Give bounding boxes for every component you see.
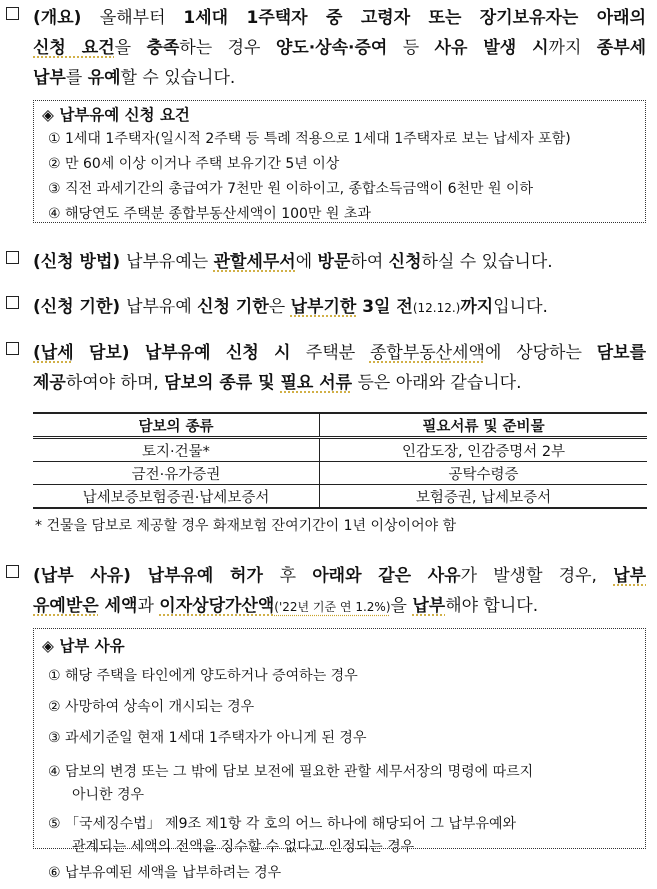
text-segment: 사유 발생 시 xyxy=(434,38,549,58)
paragraph-line xyxy=(33,247,646,277)
text-segment: 신청 요건 xyxy=(33,38,115,58)
table-cell: 보험증권, 납세보증서 xyxy=(415,489,552,506)
text-segment: 입니다. xyxy=(493,297,548,317)
table-footnote: * 건물을 담보로 제공할 경우 화재보험 잔여기간이 1년 이상이어야 함 xyxy=(35,518,457,534)
paragraph-payment-reasons xyxy=(6,561,646,621)
text-segment: 할 수 있습니다. xyxy=(120,68,236,88)
text-segment: 필요 서류 xyxy=(280,373,353,393)
checkbox-bullet-icon xyxy=(6,7,19,20)
text-segment: 을 xyxy=(114,38,147,58)
text-segment: 신청 xyxy=(388,252,422,272)
text-segment: ('22년 기준 연 1.2%) xyxy=(274,600,391,614)
text-segment: 하여야 하며, xyxy=(65,373,165,393)
text-segment: 을 xyxy=(390,596,413,616)
text-segment: (개요) xyxy=(33,8,100,28)
text-segment: 까지 xyxy=(548,38,597,58)
requirements-box xyxy=(33,100,646,223)
paragraph-line xyxy=(33,591,646,621)
text-segment: 납부 xyxy=(613,566,647,586)
text-segment: 아래와 같은 사유 xyxy=(312,566,461,586)
table-row xyxy=(33,462,647,485)
table-cell: 인감도장, 인감증명서 2부 xyxy=(401,443,566,460)
reason-item: ⑥ 납부유예된 세액을 납부하려는 경우 xyxy=(48,865,282,881)
text-segment: 신청 기한 xyxy=(197,297,269,317)
paragraph-line xyxy=(33,561,646,591)
collateral-table xyxy=(33,412,647,509)
paragraph-method xyxy=(6,247,646,277)
reason-item: ③ 과세기준일 현재 1세대 1주택자가 아니게 된 경우 xyxy=(48,730,367,746)
text-segment: 에 xyxy=(295,252,318,272)
text-segment: 담보의 종류 및 xyxy=(164,373,281,393)
paragraph-line xyxy=(33,338,646,368)
text-segment: 세액 xyxy=(98,596,138,616)
text-segment: 담보를 xyxy=(596,343,646,363)
reason-item: 관계되는 세액의 전액을 징수할 수 없다고 인정되는 경우 xyxy=(72,839,415,855)
text-segment: (12.12.) xyxy=(412,301,461,315)
text-segment: 납부유예 xyxy=(126,297,198,317)
paragraph-collateral xyxy=(6,338,646,398)
text-segment: 담보) 납부유예 신청 시 xyxy=(73,343,306,363)
reasons-box xyxy=(33,628,646,881)
text-segment: 이자상당가산액 xyxy=(159,596,275,616)
requirement-item: ② 만 60세 이상 이거나 주택 보유기간 5년 이상 xyxy=(48,156,340,172)
paragraph-deadline xyxy=(6,292,646,322)
paragraph-line xyxy=(33,3,646,33)
text-segment: 양도·상속·증여 xyxy=(275,38,388,58)
text-segment: 하는 경우 xyxy=(179,38,276,58)
text-segment: 해야 합니다. xyxy=(445,596,539,616)
reason-item: 아니한 경우 xyxy=(72,787,145,803)
text-segment: 등 xyxy=(387,38,435,58)
reasons-title: ◈ 납부 사유 xyxy=(42,637,125,655)
text-segment: 납부 xyxy=(412,596,446,616)
table-header: 담보의 종류 xyxy=(33,413,320,438)
text-segment: 를 xyxy=(65,68,88,88)
text-segment: 납부 xyxy=(33,68,66,88)
paragraph-line xyxy=(33,33,646,63)
table-cell: 납세보증보험증권·납세보증서 xyxy=(33,485,320,509)
table-cell: 토지·건물* xyxy=(33,438,320,462)
requirements-title: ◈ 납부유예 신청 요건 xyxy=(42,106,190,124)
paragraph-line xyxy=(33,63,646,93)
text-segment: 종합부동산세액 xyxy=(369,343,485,363)
reason-item: ⑤ 「국세징수법」 제9조 제1항 각 호의 어느 하나에 해당되어 그 납부유예와 xyxy=(48,816,517,832)
text-segment: 가 발생할 경우, xyxy=(460,566,614,586)
text-segment: 방문 xyxy=(317,252,351,272)
reason-item: ④ 담보의 변경 또는 그 밖에 담보 보전에 필요한 관할 세무서장의 명령에 따르지 xyxy=(48,764,534,780)
text-segment: 후 xyxy=(279,566,313,586)
table-row xyxy=(33,438,647,462)
text-segment: (신청 기한) xyxy=(33,297,127,317)
text-segment: 하실 수 있습니다. xyxy=(421,252,553,272)
text-segment: 납부기한 xyxy=(290,297,357,317)
text-segment: 에 상당하는 xyxy=(484,343,597,363)
paragraph-line xyxy=(33,292,646,322)
text-segment: 납부유예는 xyxy=(126,252,214,272)
paragraph-line xyxy=(33,368,646,398)
text-segment: 제공 xyxy=(33,373,66,393)
text-segment: 주택분 xyxy=(305,343,370,363)
reason-item: ① 해당 주택을 타인에게 양도하거나 증여하는 경우 xyxy=(48,668,358,684)
table-row xyxy=(33,485,647,509)
text-segment: 유예받은 xyxy=(33,596,99,616)
text-segment: 까지 xyxy=(460,297,494,317)
text-segment: 과 xyxy=(137,596,160,616)
text-segment: (납부 사유) 납부유예 허가 xyxy=(33,566,280,586)
checkbox-bullet-icon xyxy=(6,342,19,355)
requirement-item: ③ 직전 과세기간의 총급여가 7천만 원 이하이고, 종합소득금액이 6천만 원 이하 xyxy=(48,181,534,197)
text-segment: 유예 xyxy=(87,68,121,88)
checkbox-bullet-icon xyxy=(6,565,19,578)
text-segment: 은 xyxy=(268,297,291,317)
text-segment: (납세 xyxy=(33,343,74,363)
text-segment: 충족 xyxy=(146,38,180,58)
text-segment: 3일 전 xyxy=(356,297,413,317)
table-cell: 공탁수령증 xyxy=(448,466,519,483)
text-segment: 종부세 xyxy=(596,38,647,58)
requirement-item: ④ 해당연도 주택분 종합부동산세액이 100만 원 초과 xyxy=(48,206,371,222)
text-segment: 올해부터 xyxy=(99,8,184,28)
checkbox-bullet-icon xyxy=(6,296,19,309)
requirement-item: ① 1세대 1주택자(일시적 2주택 등 특례 적용으로 1세대 1주택자로 보는 납세자 포함) xyxy=(48,131,571,147)
text-segment: 하여 xyxy=(350,252,389,272)
text-segment: 관할세무서 xyxy=(213,252,296,272)
table-header: 필요서류 및 준비물 xyxy=(320,413,648,438)
checkbox-bullet-icon xyxy=(6,251,19,264)
text-segment: 등은 아래와 같습니다. xyxy=(352,373,522,393)
table-cell: 금전·유가증권 xyxy=(33,462,320,485)
reason-item: ② 사망하여 상속이 개시되는 경우 xyxy=(48,699,255,715)
text-segment: (신청 방법) xyxy=(33,252,127,272)
paragraph-overview xyxy=(6,3,646,93)
text-segment: 1세대 1주택자 중 고령자 또는 장기보유자는 아래의 xyxy=(183,8,647,28)
